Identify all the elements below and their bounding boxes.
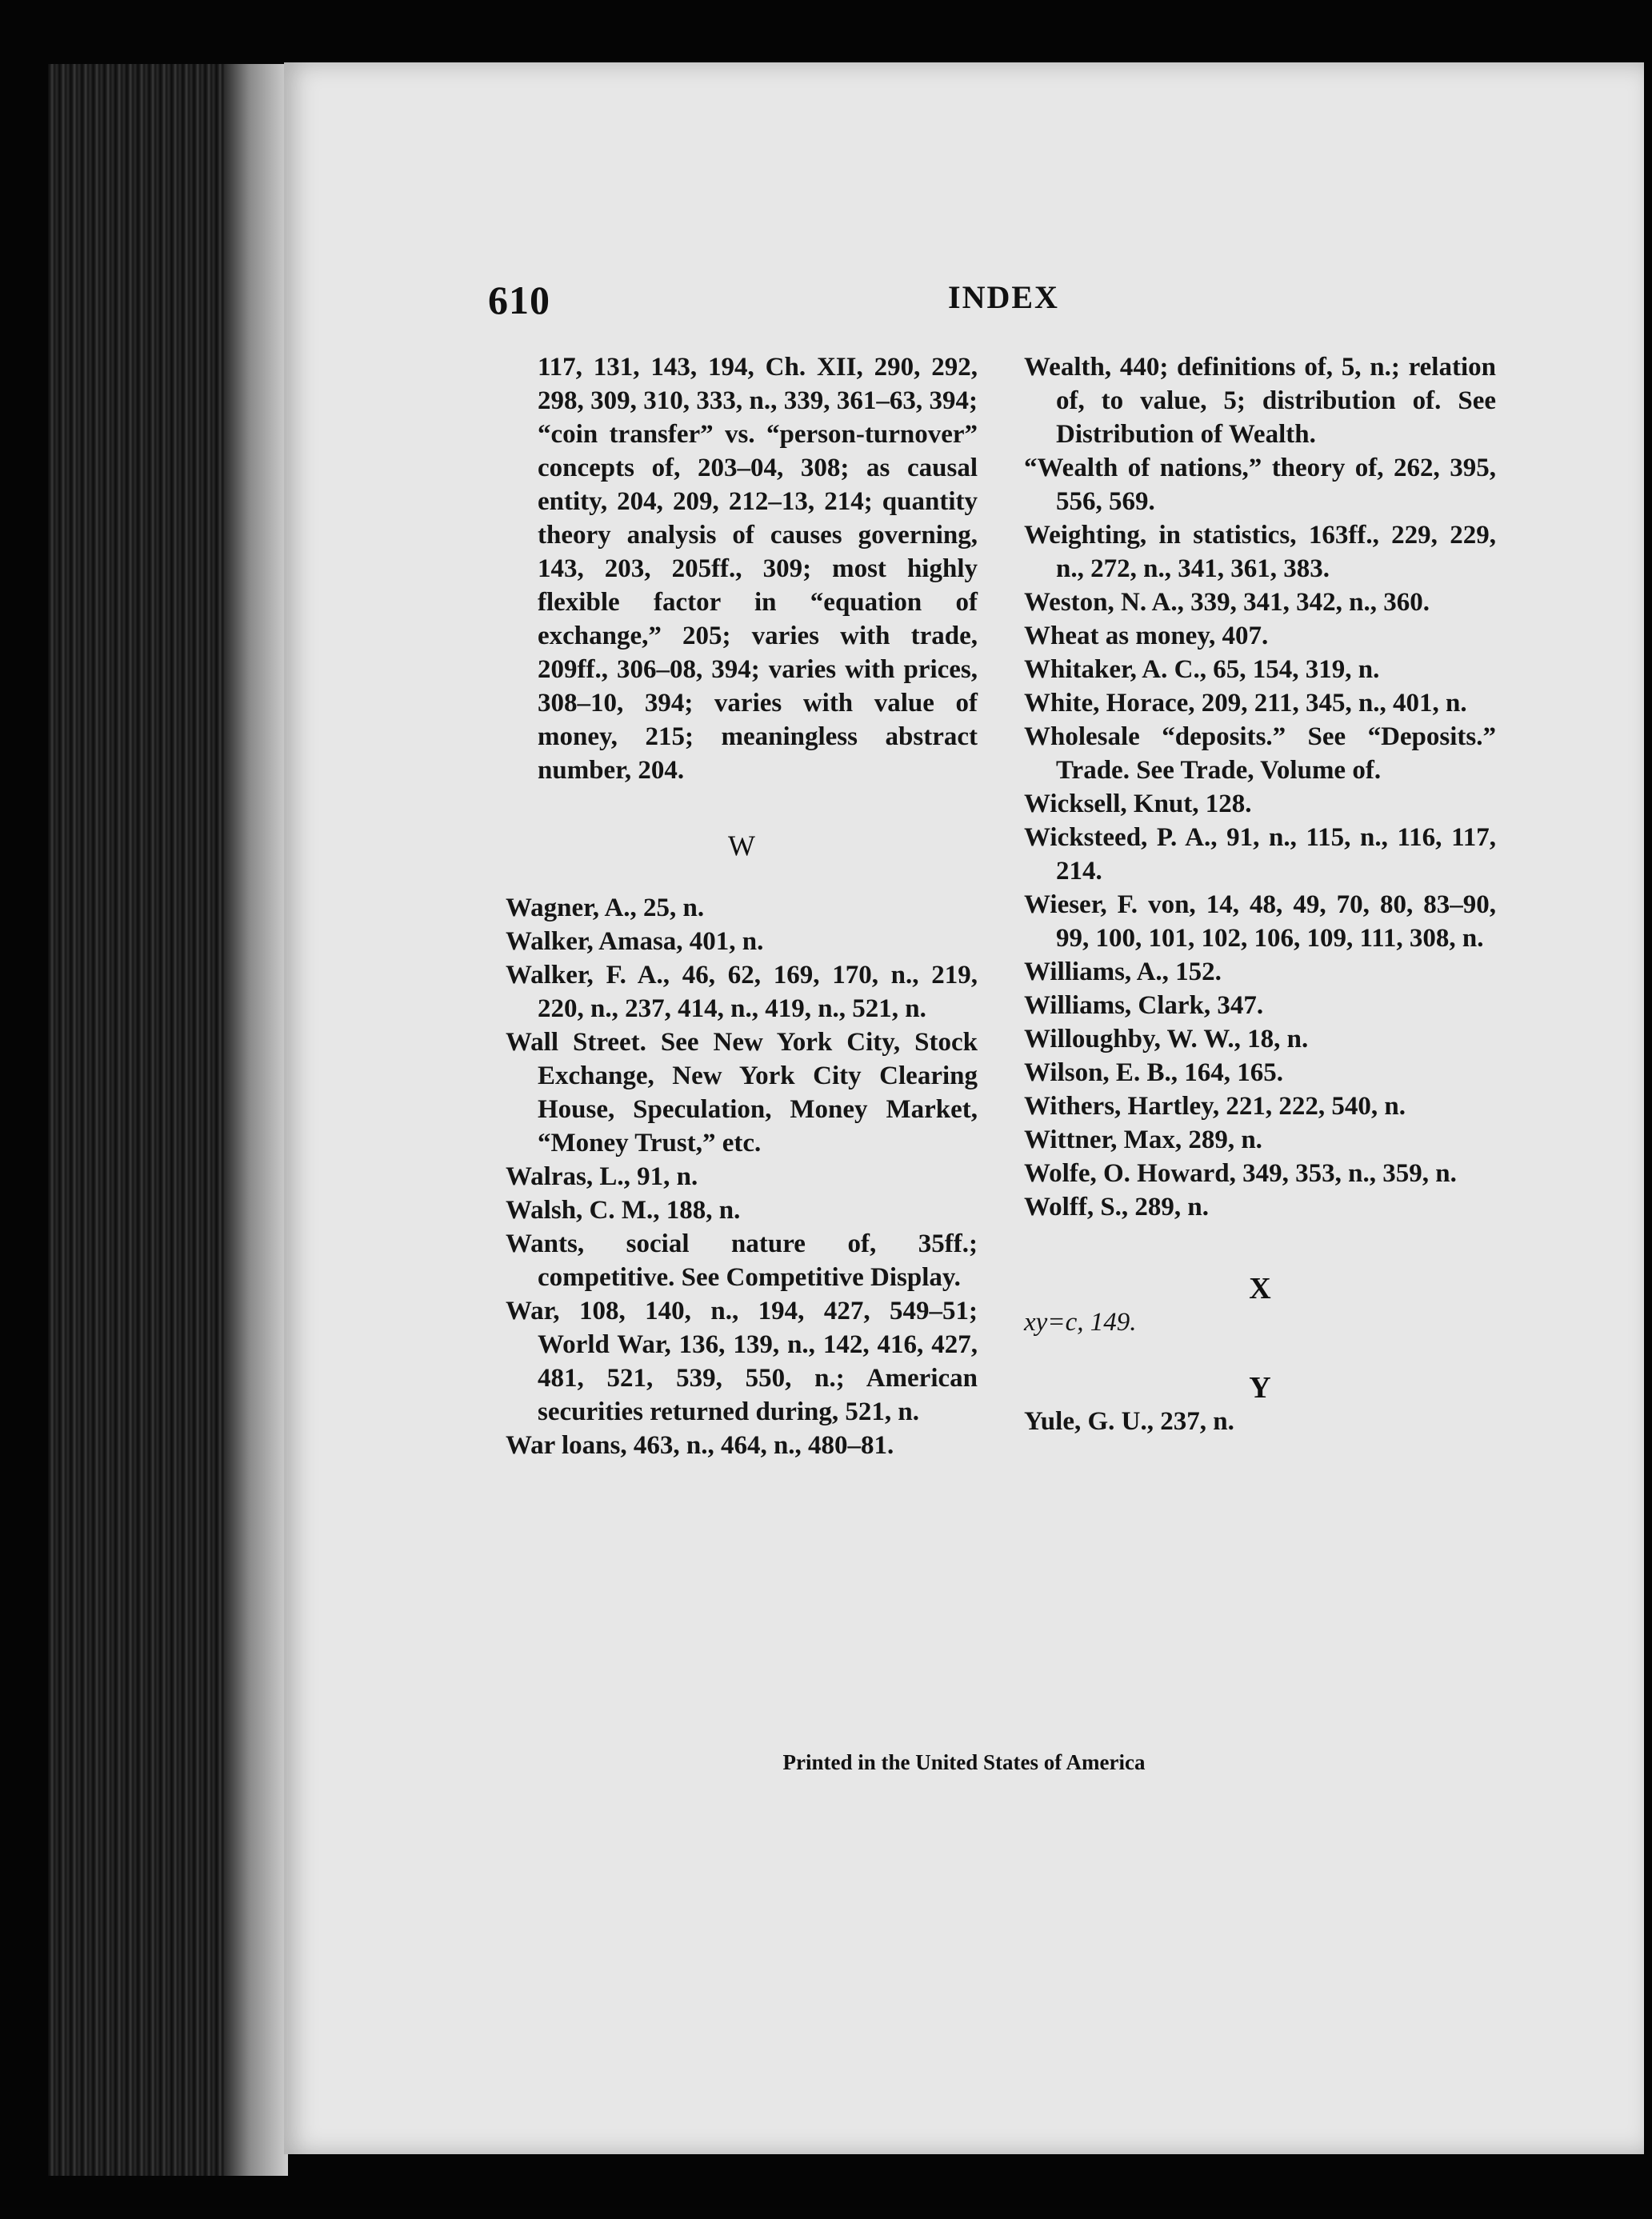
index-entry: Wilson, E. B., 164, 165. xyxy=(1024,1058,1283,1087)
right-column xyxy=(1024,350,1496,1438)
index-entry: White, Horace, 209, 211, 345, n., 401, n. xyxy=(1024,689,1467,718)
index-entry-x: xy=c, 149. xyxy=(1024,1308,1137,1337)
index-entry: Whitaker, A. C., 65, 154, 319, n. xyxy=(1024,655,1380,684)
index-entry: Wants, social nature of, 35ff.; competitive. See Competitive Display. xyxy=(506,1229,978,1292)
index-entry: Walker, Amasa, 401, n. xyxy=(506,927,764,956)
index-entry: Wolfe, O. Howard, 349, 353, n., 359, n. xyxy=(1024,1159,1457,1188)
index-entry: Weighting, in statistics, 163ff., 229, 229, n., 272, n., 341, 361, 383. xyxy=(1024,521,1496,583)
left-column xyxy=(506,350,978,1462)
running-head: INDEX xyxy=(948,279,1059,315)
section-letter-y: Y xyxy=(1249,1371,1271,1405)
index-entry: “Wealth of nations,” theory of, 262, 395, 556, 569. xyxy=(1024,454,1496,516)
section-letter-x: X xyxy=(1249,1272,1271,1305)
index-entry: Walsh, C. M., 188, n. xyxy=(506,1196,741,1225)
page-number: 610 xyxy=(488,278,550,322)
index-entry: Wholesale “deposits.” See “Deposits.” Trade. See Trade, Volume of. xyxy=(1024,722,1496,785)
index-continuation: 117, 131, 143, 194, Ch. XII, 290, 292, 298, 309, 310, 333, n., 339, 361–63, 394; “coin transfer” vs. “person-turnover” concepts of, 203–04, 308; as causal entity, 204, 209, 212–13, 214; quantity theory analysis of causes governing, 143, 203, 205ff., 309; most highly flexible factor in “equation of exchange,” 205; varies with trade, 209ff., 306–08, 394; varies with prices, 308–10, 394; varies with value of money, 215; meaningless abstract number, 204. xyxy=(538,353,978,785)
book-page xyxy=(284,62,1644,2154)
section-letter-w: W xyxy=(728,830,755,862)
index-entry: Walker, F. A., 46, 62, 169, 170, n., 219, 220, n., 237, 414, n., 419, n., 521, n. xyxy=(506,961,978,1023)
index-entry-y: Yule, G. U., 237, n. xyxy=(1024,1407,1234,1436)
index-entry: Withers, Hartley, 221, 222, 540, n. xyxy=(1024,1092,1406,1121)
index-entry: Wolff, S., 289, n. xyxy=(1024,1193,1210,1221)
index-entry: Willoughby, W. W., 18, n. xyxy=(1024,1025,1309,1054)
index-entry: Walras, L., 91, n. xyxy=(506,1162,698,1191)
index-entry: Wicksell, Knut, 128. xyxy=(1024,790,1252,818)
index-entry: Wagner, A., 25, n. xyxy=(506,894,705,922)
index-entry: Williams, A., 152. xyxy=(1024,958,1222,986)
printer-imprint: Printed in the United States of America xyxy=(782,1750,1146,1774)
index-entry: War, 108, 140, n., 194, 427, 549–51; World War, 136, 139, n., 142, 416, 427, 481, 521, 539, 550, n.; American securities returned during, 521, n. xyxy=(506,1297,978,1426)
index-entry: War loans, 463, n., 464, n., 480–81. xyxy=(506,1431,894,1460)
book-spine-edge xyxy=(48,64,288,2176)
index-entry: Wheat as money, 407. xyxy=(1024,622,1269,650)
index-entry: Wicksteed, P. A., 91, n., 115, n., 116, 117, 214. xyxy=(1024,823,1496,886)
index-entry: Wall Street. See New York City, Stock Exchange, New York City Clearing House, Speculation, Money Market, “Money Trust,” etc. xyxy=(506,1028,978,1157)
index-entry: Wieser, F. von, 14, 48, 49, 70, 80, 83–90, 99, 100, 101, 102, 106, 109, 111, 308, n. xyxy=(1024,890,1496,953)
index-entry: Wittner, Max, 289, n. xyxy=(1024,1125,1262,1154)
index-entry: Williams, Clark, 347. xyxy=(1024,991,1264,1020)
index-entry: Weston, N. A., 339, 341, 342, n., 360. xyxy=(1024,588,1430,617)
index-entry: Wealth, 440; definitions of, 5, n.; relation of, to value, 5; distribution of. See Distribution of Wealth. xyxy=(1024,353,1496,449)
